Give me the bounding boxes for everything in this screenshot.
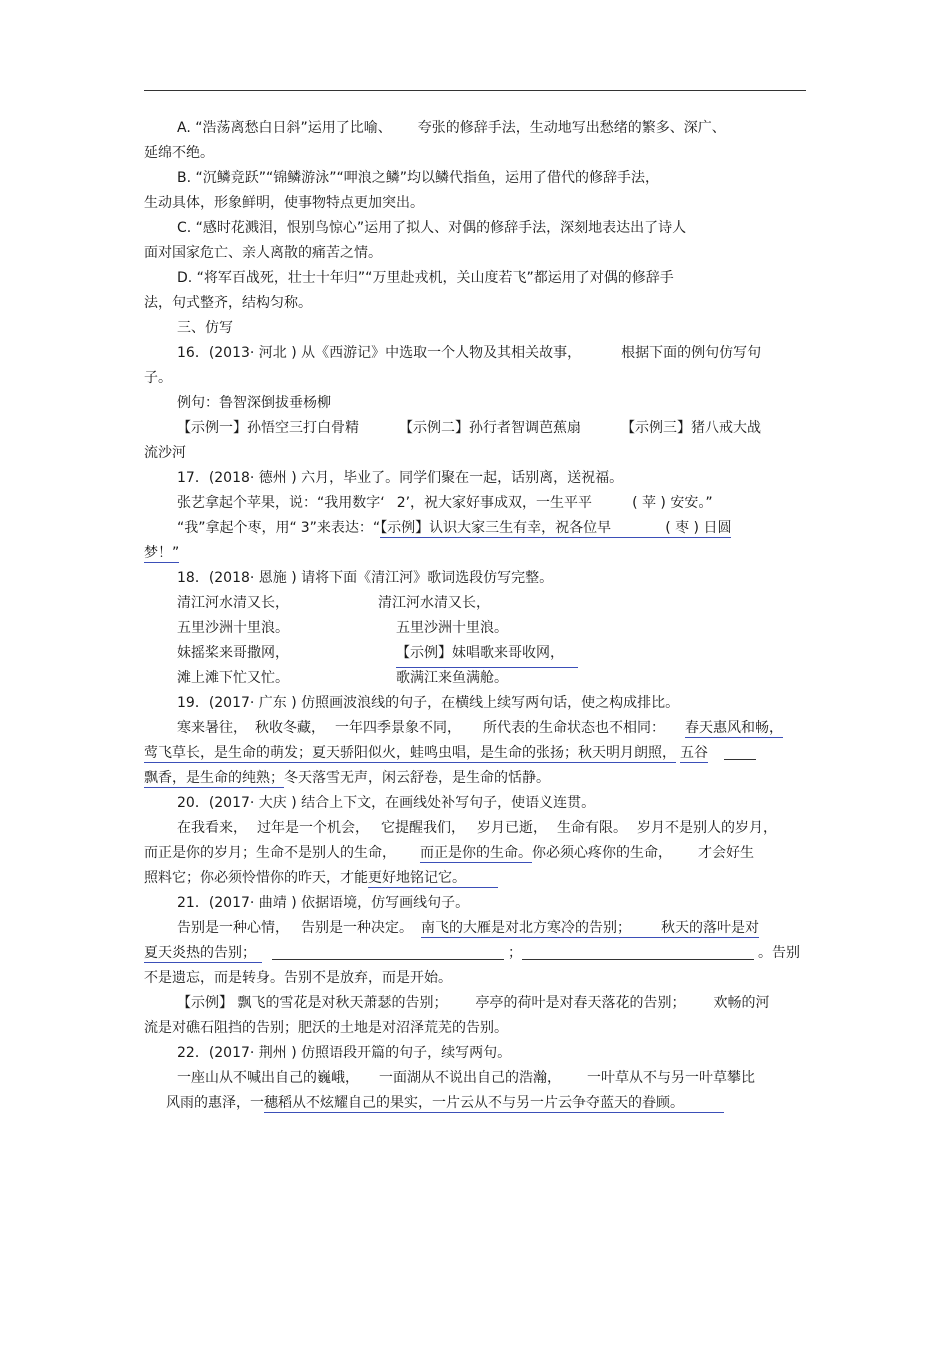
text: ( 枣 ) 日圆 [665, 520, 732, 536]
text: 岁月不是别人的岁月， [637, 820, 777, 836]
q18-row-4 [144, 666, 806, 691]
text: 生命有限。 [557, 820, 627, 836]
q21-example [144, 991, 806, 1016]
q15-option-d: D. “将军百战死，壮士十年归”“万里赴戎机，关山度若飞”都运用了对偶的修辞手 [177, 270, 674, 286]
text: 风雨的惠泽，一 [166, 1095, 264, 1111]
answer-blank: 五谷 [680, 745, 708, 761]
answer-blank: 飘香， [144, 770, 186, 786]
text: 【示例二】孙行者智调芭蕉扇 [399, 420, 581, 436]
text: 告别是一种决定。 [301, 920, 413, 936]
q17-line4 [144, 541, 806, 566]
q16-prompt [144, 341, 806, 366]
q19-prompt: 19．(2017· 广东 ) 仿照画波浪线的句子，在横线上续写两句话，使之构成排比。 [177, 695, 680, 711]
q21-line2 [144, 941, 806, 966]
q17-answer-cont: 梦！” [144, 545, 180, 561]
text: 岁月已逝， [477, 820, 547, 836]
answer-blank: 穗稻从不炫耀自己的果实， [264, 1095, 432, 1111]
q15-option-c: C. “感时花溅泪，恨别鸟惊心”运用了拟人、对偶的修辞手法，深刻地表达出了诗人 [177, 220, 687, 236]
q22-line2 [144, 1091, 806, 1116]
underlined-sentence [421, 920, 759, 938]
answer-blank-line [724, 743, 756, 760]
q15-option-c-cont: 面对国家危亡、亲人离散的痛苦之情。 [144, 245, 382, 261]
answer-blank: 而正是你的生命。 [420, 845, 532, 861]
text: 你必须心疼你的生命， [532, 845, 672, 861]
q17-answer [380, 520, 731, 538]
answer-blank: 是生命的纯熟； [186, 770, 284, 786]
text: 南飞的大雁是对北方寒冷的告别； [421, 920, 631, 936]
lyric-answer: 【示例】妹唱歌来哥收网， [396, 641, 578, 668]
q15-option-b-cont: 生动具体，形象鲜明，使事物特点更加突出。 [144, 195, 424, 211]
q18-prompt: 18．(2018· 恩施 ) 请将下面《清江河》歌词选段仿写完整。 [177, 570, 554, 586]
lyric-left: 五里沙洲十里浪。 [177, 620, 289, 636]
q17-line2 [144, 491, 806, 516]
text: A. “浩荡离愁白日斜”运用了比喻、 [177, 120, 392, 136]
q15-option-a-cont: 延绵不绝。 [144, 145, 214, 161]
answer-blank: 更好地铭记它。 [368, 870, 498, 888]
q21-line3: 不是遗忘，而是转身。告别不是放弃，而是开始。 [144, 970, 452, 986]
q18-row-2 [144, 616, 806, 641]
wavy-sentence: 是生命的萌发；夏天骄阳似火，蛙鸣虫唱，是生命的张扬；秋天明月朗照， [214, 745, 676, 761]
text: 一叶草从不与另一叶草攀比 [587, 1070, 755, 1086]
wavy-sentence: 春天惠风和畅， [685, 720, 783, 736]
q15-option-d-cont: 法，句式整齐，结构匀称。 [144, 295, 312, 311]
q22-prompt: 22．(2017· 荆州 ) 仿照语段开篇的句子，续写两句。 [177, 1045, 512, 1061]
text: 亭亭的荷叶是对春天落花的告别； [475, 995, 686, 1011]
text: 欢畅的河 [713, 995, 770, 1011]
lyric-left: 清江河水清又长， [177, 595, 289, 611]
q21-prompt: 21．(2017· 曲靖 ) 依据语境，仿写画线句子。 [177, 895, 470, 911]
text: ( 苹 ) 安安。” [632, 495, 713, 511]
text: 一年四季景象不同， [335, 720, 461, 736]
q16-prompt-cont: 子。 [144, 370, 172, 386]
q18-row-1 [144, 591, 806, 616]
lyric-right: 歌满江来鱼满舱。 [396, 670, 508, 686]
q21-line1 [144, 916, 806, 941]
text: 它提醒我们， [381, 820, 465, 836]
text: 冬天落雪无声，闲云舒卷，是生命的恬静。 [284, 770, 550, 786]
text: 过年是一个机会， [257, 820, 369, 836]
q18-row-3 [144, 641, 806, 666]
lyric-right: 五里沙洲十里浪。 [396, 620, 508, 636]
text: 【示例】认识大家三生有幸，祝各位早 [380, 520, 612, 536]
text: 【示例一】孙悟空三打白骨精 [177, 420, 359, 436]
underlined-sentence: 夏天炎热的告别； [144, 945, 262, 963]
q16-answers [144, 416, 806, 441]
q17-prompt: 17．(2018· 德州 ) 六月，毕业了。同学们聚在一起，话别离，送祝福。 [177, 470, 624, 486]
text: 根据下面的例句仿写句 [621, 345, 762, 361]
q20-line2 [144, 841, 806, 866]
q19-line1 [144, 716, 806, 741]
lyric-left: 滩上滩下忙又忙。 [177, 670, 289, 686]
text: ； [508, 945, 522, 961]
text: 3”来表达：“ [300, 520, 381, 536]
text: “我”拿起个枣，用“ [177, 520, 297, 536]
q20-prompt: 20．(2017· 大庆 ) 结合上下文，在画线处补写句子，使语义连贯。 [177, 795, 596, 811]
text: 寒来暑往， [177, 720, 247, 736]
header-rule [144, 90, 806, 91]
q20-line1 [144, 816, 806, 841]
text: 16．(2013· 河北 ) 从《西游记》中选取一个人物及其相关故事， [177, 345, 582, 361]
q15-option-a [144, 116, 806, 141]
text: 照料它；你必须怜惜你的昨天，才能 [144, 870, 368, 886]
q19-line3 [144, 766, 806, 791]
text: 告别是一种心情， [177, 920, 289, 936]
lyric-right: 清江河水清又长， [378, 595, 490, 611]
q21-example-cont: 流是对礁石阻挡的告别；肥沃的土地是对沼泽荒芜的告别。 [144, 1020, 508, 1036]
text: 一座山从不喊出自己的巍峨， [177, 1070, 359, 1086]
text: 。告别 [758, 945, 800, 961]
text: 【示例三】猪八戒大战 [621, 420, 761, 436]
lyric-left: 妹摇桨来哥撒网， [177, 645, 289, 661]
text: 夸张的修辞手法，生动地写出愁绪的繁多、深广、 [417, 120, 726, 136]
answer-blank-line [522, 943, 754, 960]
text: 2’，祝大家好事成双，一生平平 [396, 495, 593, 511]
answer-blank-line [272, 943, 504, 960]
text: 在我看来， [177, 820, 247, 836]
section-heading: 三、仿写 [177, 320, 233, 336]
text: 才会好生 [698, 845, 754, 861]
q19-line2 [144, 741, 806, 766]
document-body [144, 116, 806, 1116]
text: 而正是你的岁月；生命不是别人的生命， [144, 845, 396, 861]
answer-blank: 一片云从不与另一片云争夺蓝天的眷顾。 [432, 1095, 724, 1113]
text: 秋收冬藏， [255, 720, 325, 736]
q22-line1 [144, 1066, 806, 1091]
text: 【示例】 飘飞的雪花是对秋天萧瑟的告别； [177, 995, 448, 1011]
q20-line3 [144, 866, 806, 891]
q17-line3 [144, 516, 806, 541]
q16-answers-cont: 流沙河 [144, 445, 186, 461]
text: 秋天的落叶是对 [661, 920, 759, 936]
q16-example: 例句：鲁智深倒拔垂杨柳 [177, 395, 331, 411]
wavy-sentence: 莺飞草长， [144, 745, 214, 761]
text: 所代表的生命状态也不相同： [483, 720, 665, 736]
q15-option-b: B. “沉鳞竞跃”“锦鳞游泳”“呷浪之鳞”均以鳞代指鱼，运用了借代的修辞手法， [177, 170, 660, 186]
text: 张艺拿起个苹果，说：“我用数字‘ [177, 495, 385, 511]
text: 一面湖从不说出自己的浩瀚， [379, 1070, 561, 1086]
